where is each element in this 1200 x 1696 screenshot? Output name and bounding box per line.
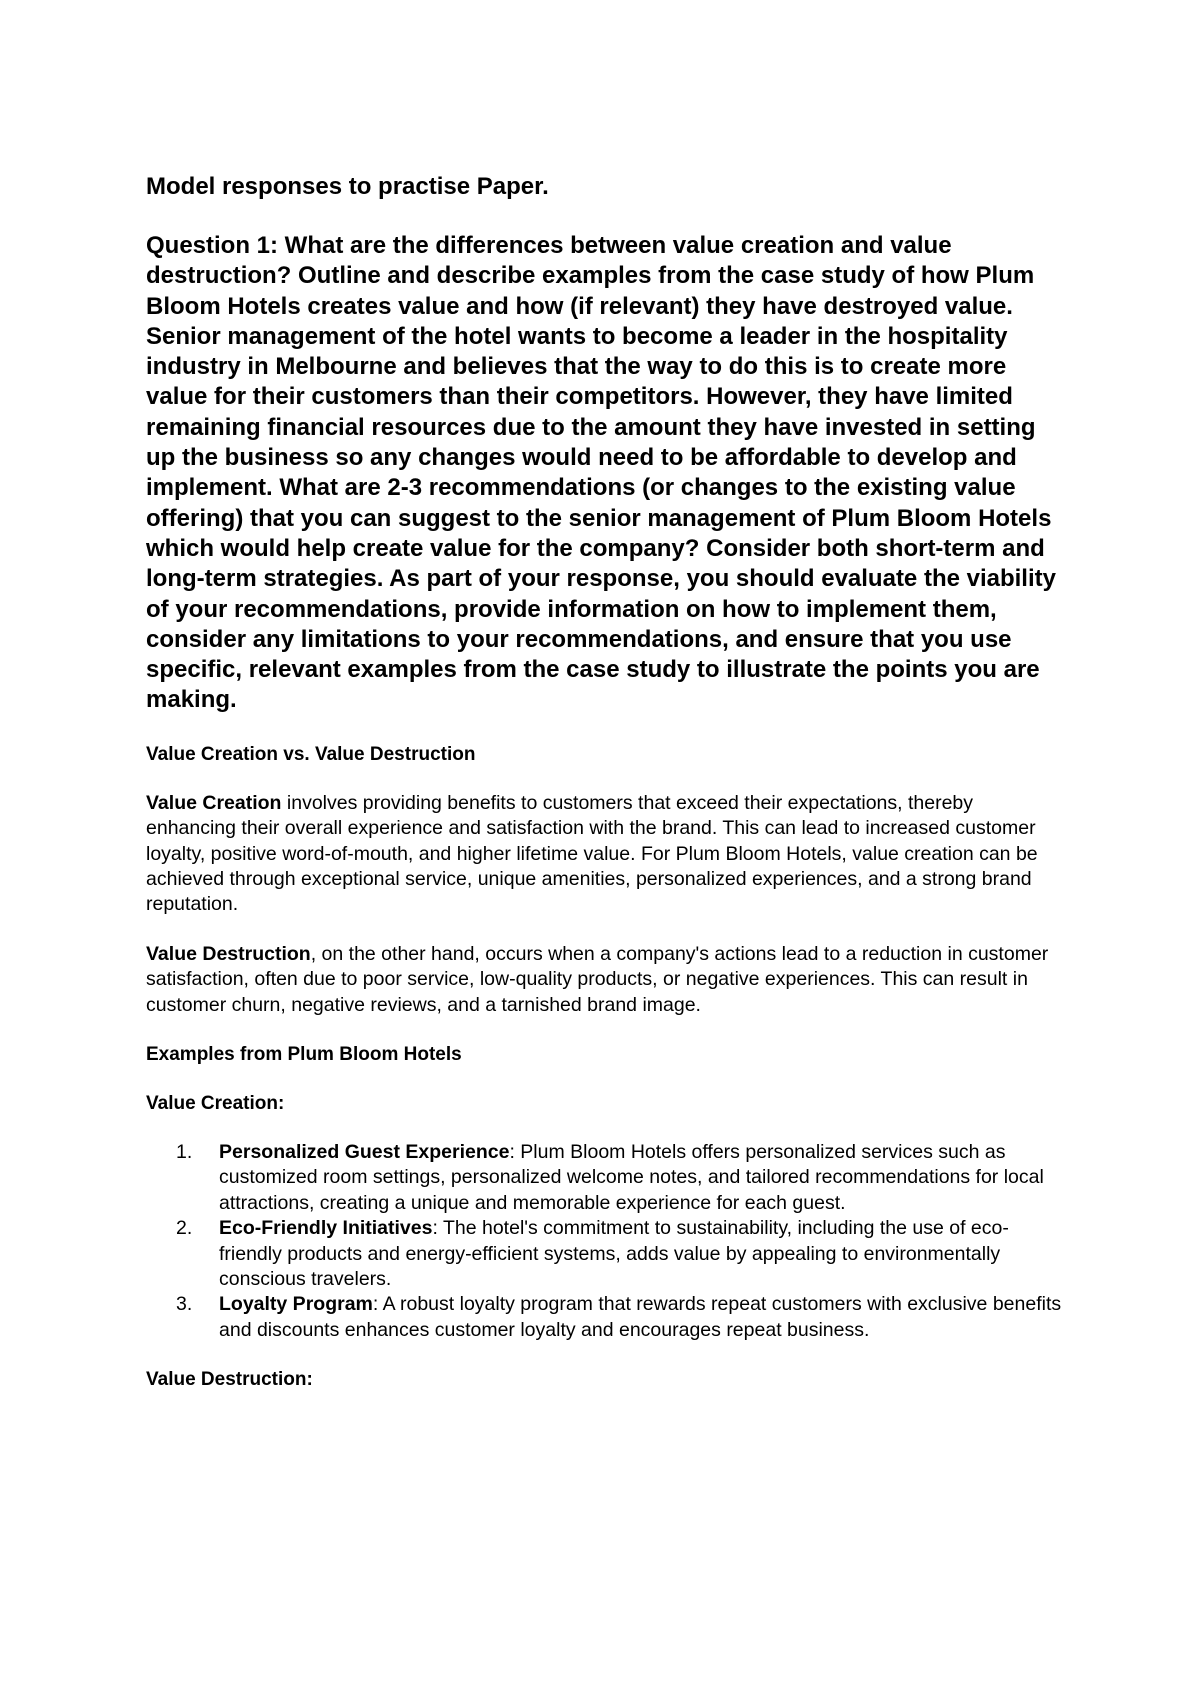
list-item [146,1292,1066,1343]
list-item-term: Eco-Friendly Initiatives [219,1217,433,1240]
list-item-term: Personalized Guest Experience [219,1141,510,1163]
list-item [146,1216,1066,1292]
list-item-number: 2. [176,1217,193,1240]
value-destruction-definition: , on the other hand, occurs when a company's actions lead to a reduction in customer satisfaction, often due to poor service, low-quality products, or negative experiences. This can result in customer churn, negative reviews, and a tarnished brand image. [146,942,1049,1016]
list-item [146,1140,1066,1216]
list-item-number: 1. [176,1141,193,1163]
value-creation-subheading: Value Creation: [146,1093,285,1114]
list-item-term: Loyalty Program [219,1293,373,1316]
value-creation-definition: involves providing benefits to customers that exceed their expectations, thereby enhancing their overall experience and satisfaction with the brand. This can lead to increased customer loyalty, positive word-of-mouth, and higher lifetime value. For Plum Bloom Hotels, value creation can be achieved through exceptional service, unique amenities, personalized experiences, and a strong brand reputation. [146,791,1038,916]
value-creation-paragraph [146,791,1066,918]
value-creation-list [146,1140,1066,1343]
list-item-text: : Plum Bloom Hotels offers personalized services such as customized room settings, personalized welcome notes, and tailored recommendations for local attractions, creating a unique and memorable experience for each guest. [219,1141,1044,1214]
value-destruction-paragraph [146,942,1066,1018]
value-creation-term: Value Creation [146,791,282,814]
value-destruction-term: Value Destruction [146,942,311,965]
section-heading-creation-vs-destruction: Value Creation vs. Value Destruction [146,743,476,765]
value-destruction-subheading: Value Destruction: [146,1369,313,1391]
question-text: Question 1: What are the differences between value creation and value destruction? Outline and describe examples from the case study of how Plum Bloom Hotels creates value and how (if relevant) they have destroyed value. Senior management of the hotel wants to become a leader in the hospitality industry in Melbourne and believes that the way to do this is to create more value for their customers than their competitors. However, they have limited remaining financial resources due to the amount they have invested in setting up the business so any changes would need to be affordable to develop and implement. What are 2-3 recommendations (or changes to the existing value offering) that you can suggest to the senior management of Plum Bloom Hotels which would help create value for the company? Consider both short-term and long-term strategies. As part of your response, you should evaluate the viability of your recommendations, provide information on how to implement them, consider any limitations to your recommendations, and ensure that you use specific, relevant examples from the case study to illustrate the points you are making. [146,232,1056,714]
document-title: Model responses to practise Paper. [146,173,549,200]
list-item-number: 3. [176,1293,193,1316]
list-item-text: : A robust loyalty program that rewards repeat customers with exclusive benefits and discounts enhances customer loyalty and encourages repeat business. [219,1293,1062,1341]
list-item-text: : The hotel's commitment to sustainability, including the use of eco-friendly products and energy-efficient systems, adds value by appealing to environmentally conscious travelers. [219,1217,1009,1291]
section-heading-examples: Examples from Plum Bloom Hotels [146,1044,462,1065]
